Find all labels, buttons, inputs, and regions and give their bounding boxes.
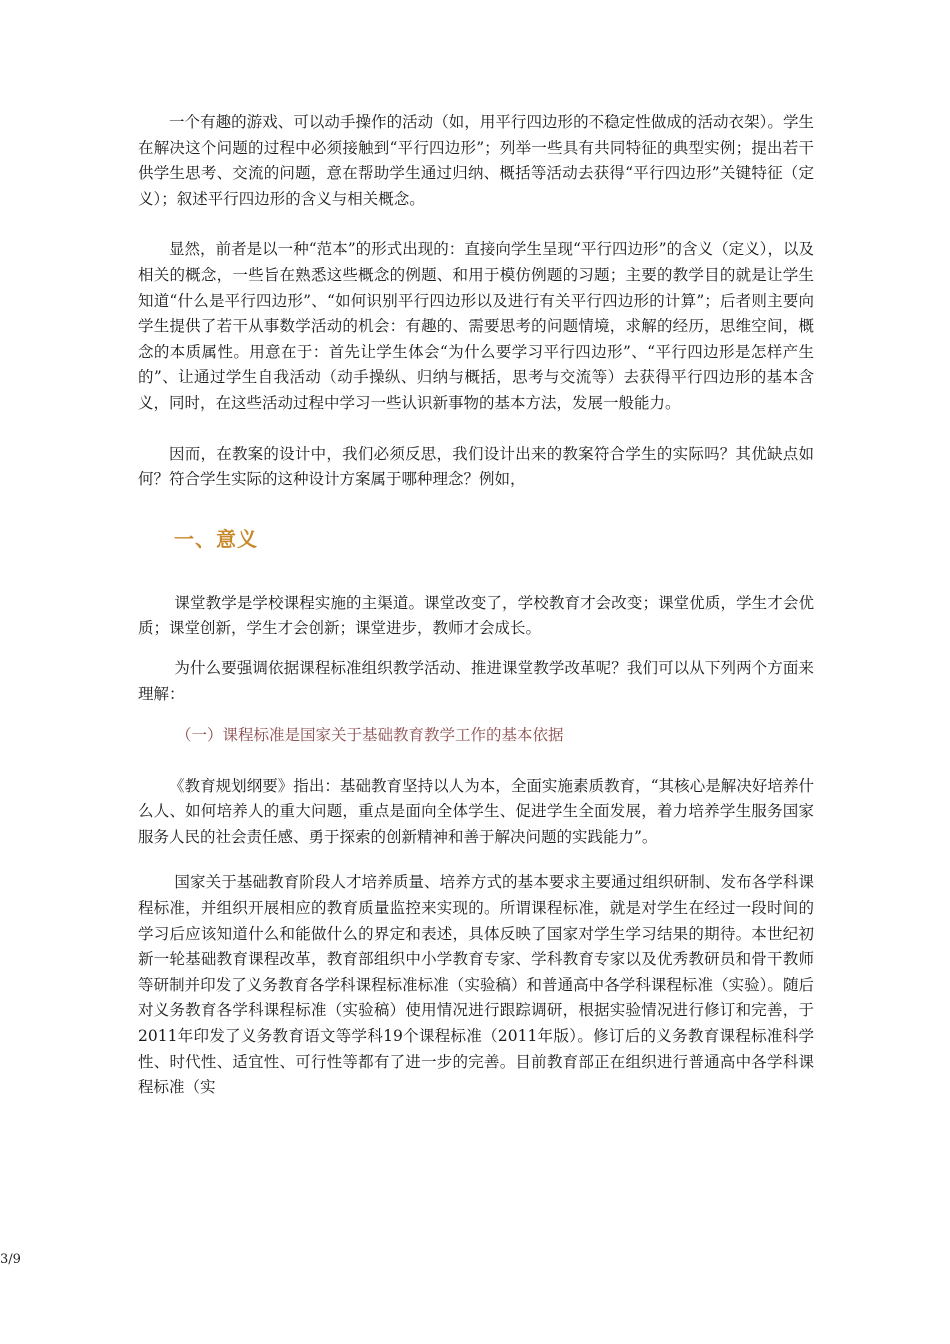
subsection-heading-curriculum-standards: （一）课程标准是国家关于基础教育教学工作的基本依据 [176,726,564,745]
paragraph-classroom-teaching: 课堂教学是学校课程实施的主渠道。课堂改变了，学校教育才会改变；课堂优质，学生才会优质；课堂创新，学生才会创新；课堂进步，教师才会成长。 [138,593,814,638]
paragraph-education-plan: 《教育规划纲要》指出：基础教育坚持以人为本，全面实施素质教育，“其核心是解决好培养什么人、如何培养人的重大问题，重点是面向全体学生、促进学生全面发展，着力培养学生服务国家服务人民的社会责任感、勇于探索的创新精神和善于解决问题的实践能力”。 [138,776,814,846]
paragraph-comparison: 显然，前者是以一种“范本”的形式出现的：直接向学生呈现“平行四边形”的含义（定义），以及相关的概念，一些旨在熟悉这些概念的例题、和用于模仿例题的习题；主要的教学目的就是让学生知道“什么是平行四边形”、“如何识别平行四边形以及进行有关平行四边形的计算”；后者则主要向学生提供了若干从事数学活动的机会：有趣的、需要思考的问题情境，求解的经历，思维空间，概念的本质属性。用意在于：首先让学生体会“为什么要学习平行四边形”、“平行四边形是怎样产生的”、让通过学生自我活动（动手操纵、归纳与概括，思考与交流等）去获得平行四边形的基本含义，同时，在这些活动过程中学习一些认识新事物的基本方法，发展一般能力。 [138,240,814,412]
paragraph-national-standards: 国家关于基础教育阶段人才培养质量、培养方式的基本要求主要通过组织研制、发布各学科课程标准，并组织开展相应的教育质量监控来实现的。所谓课程标准，就是对学生在经过一段时间的学习后应该知道什么和能做什么的界定和表述，具体反映了国家对学生学习结果的期待。本世纪初新一轮基础教育课程改革，教育部组织中小学教育专家、学科教育专家以及优秀教研员和骨干教师等研制并印发了义务教育各学科课程标准标准（实验稿）和普通高中各学科课程标准（实验）。随后对义务教育各学科课程标准（实验稿）使用情况进行跟踪调研，根据实验情况进行修订和完善，于2011年印发了义务教育语文等学科19个课程标准（2011年版）。修订后的义务教育课程标准科学性、时代性、适宜性、可行性等都有了进一步的完善。目前教育部正在组织进行普通高中各学科课程标准（实 [138,873,814,1097]
paragraph-reflection: 因而，在教案的设计中，我们必须反思，我们设计出来的教案符合学生的实际吗？其优缺点如何？符合学生实际的这种设计方案属于哪种理念？例如， [138,444,814,489]
page-number: 3/9 [0,1252,21,1267]
paragraph-activity-description: 一个有趣的游戏、可以动手操作的活动（如，用平行四边形的不稳定性做成的活动衣架）。学生在解决这个问题的过程中必须接触到“平行四边形”；列举一些具有共同特征的典型实例；提出若干供学生思考、交流的问题，意在帮助学生通过归纳、概括等活动去获得“平行四边形”关键特征（定义）；叙述平行四边形的含义与相关概念。 [138,113,814,208]
document-body [138,110,814,1101]
paragraph-why-standards: 为什么要强调依据课程标准组织教学活动、推进课堂教学改革呢？我们可以从下列两个方面来理解： [138,658,814,703]
section-heading-meaning: 一、意义 [174,526,258,551]
